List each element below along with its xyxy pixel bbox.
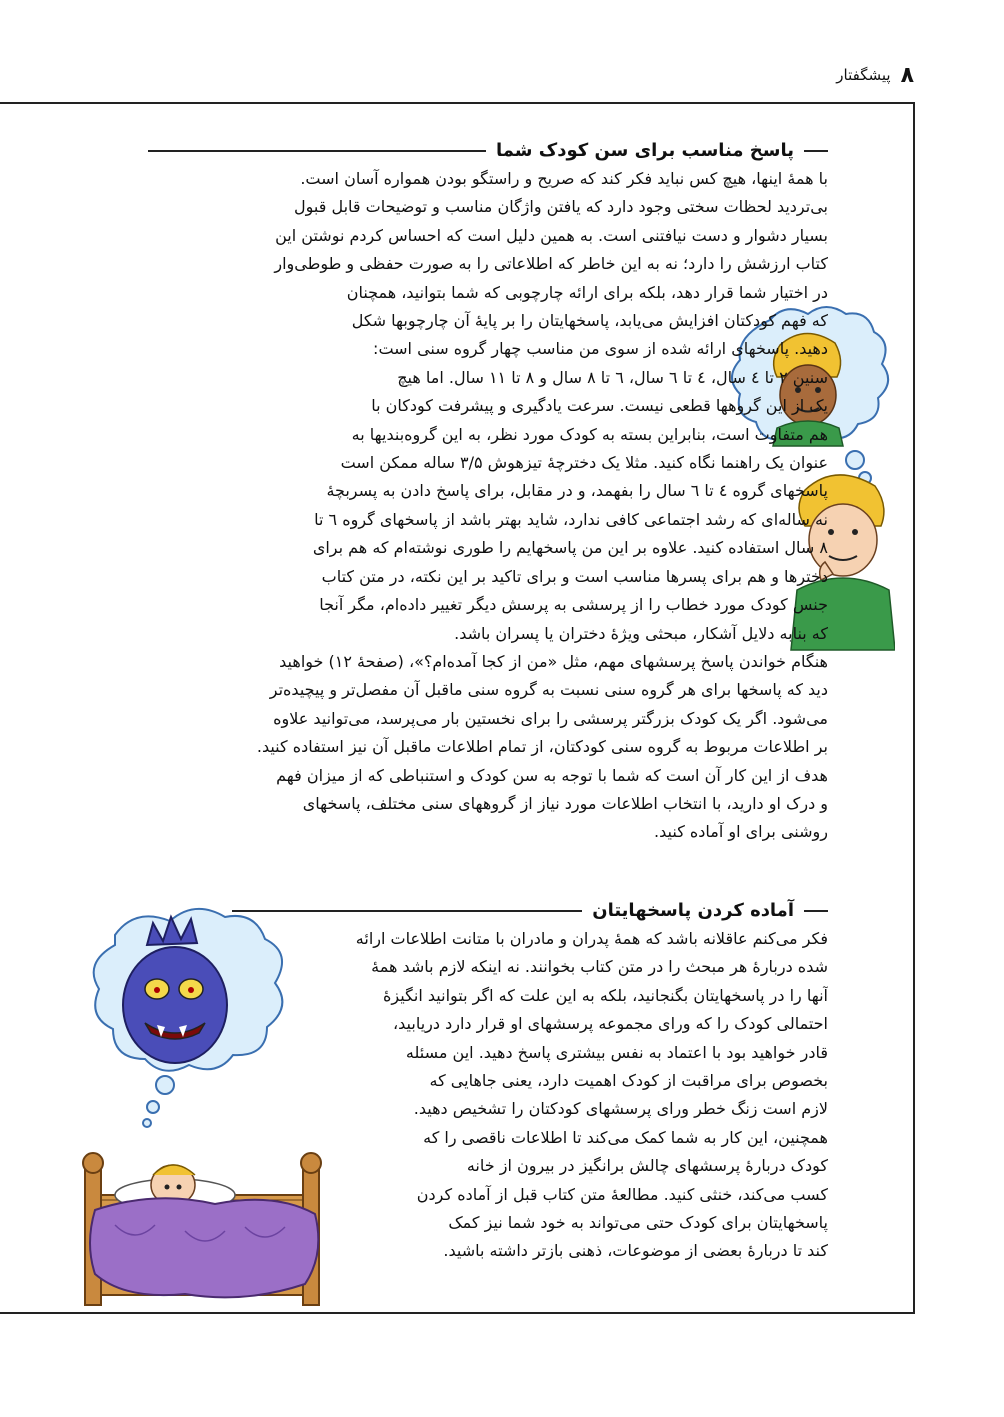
body-text-line: سنین ۲ تا ٤ سال، ٤ تا ٦ سال، ٦ تا ۸ سال و ۸ تا ۱۱ سال. اما هیچ <box>397 367 828 387</box>
heading-rule <box>804 150 828 152</box>
body-text-line: احتمالی کودک را که ورای مجموعه پرسشهای او قرار دارد دریابید، <box>392 1014 828 1034</box>
body-text-line: شده دربارهٔ هر مبحث را در متن کتاب بخوانند. نه اینکه لازم باشد همهٔ <box>371 957 828 977</box>
top-rule <box>0 102 915 104</box>
body-text-line: یک از این گروهها قطعی نیست. سرعت یادگیری و پیشرفت کودکان با <box>371 396 828 416</box>
section-heading-row <box>148 140 828 161</box>
body-text-line: نه ساله‌ای که رشد اجتماعی کافی ندارد، شاید بهتر باشد از پاسخهای گروه ٦ تا <box>314 509 828 529</box>
page-header <box>836 60 914 90</box>
body-text-line: آنها را در پاسخهایتان بگنجانید، بلکه به این علت که اگر بتوانید انگیزهٔ <box>383 985 828 1005</box>
section-heading: آماده کردن پاسخهایتان <box>592 900 794 921</box>
heading-rule <box>232 910 582 912</box>
body-text-line: همچنین، این کار به شما کمک می‌کند تا اطلاعات ناقصی را که <box>423 1127 828 1147</box>
body-text-line: روشنی برای او آماده کنید. <box>654 822 828 842</box>
body-text-line: که فهم کودکتان افزایش می‌یابد، پاسخهایتان را بر پایهٔ آن چارچوبها شکل <box>351 311 828 331</box>
body-text-line: بر اطلاعات مربوط به گروه سنی کودکتان، از تمام اطلاعات ماقبل آن نیز استفاده کنید. <box>256 737 828 757</box>
body-text-line: می‌شود. اگر یک کودک بزرگتر پرسشی را برای نخستین بار می‌پرسد، می‌توانید علاوه <box>273 708 828 728</box>
body-text-line: دید که پاسخها برای هر گروه سنی نسبت به گروه سنی ماقبل آن مفصل‌تر و پیچیده‌تر <box>269 680 828 700</box>
body-text-line: قادر خواهید بود با اعتماد به نفس بیشتری پاسخ دهید. این مسئله <box>405 1042 828 1062</box>
section-heading: پاسخ مناسب برای سن کودک شما <box>495 140 794 161</box>
body-text-line: بی‌تردید لحظات سختی وجود دارد که یافتن واژگان مناسب و توضیحات قابل قبول <box>294 197 828 217</box>
bottom-rule <box>0 1312 915 1314</box>
section-preparing-answers <box>232 900 828 1266</box>
body-text-line: پاسخهای گروه ٤ تا ٦ سال را بفهمد، و در مقابل، برای پاسخ دادن به پسربچهٔ <box>326 481 828 501</box>
body-text-line: عنوان یک راهنما نگاه کنید. مثلا یک دخترچهٔ تیزهوش ۳/۵ ساله ممکن است <box>340 453 828 473</box>
body-text-line: فکر می‌کنم عاقلانه باشد که همهٔ پدران و مادران با متانت اطلاعات ارائه <box>355 929 828 948</box>
body-text-line: کتاب ارزشش را دارد؛ نه به این خاطر که اطلاعاتی را به صورت حفظی و طوطی‌وار <box>274 254 828 274</box>
section-appropriate-answer <box>148 140 828 847</box>
body-text-line: و درک او دارید، با انتخاب اطلاعات مورد نیاز از گروههای سنی مختلف، پاسخهای <box>302 793 828 813</box>
body-text-line: پاسخهایتان برای کودک حتی می‌تواند به خود شما نیز کمک <box>448 1213 828 1233</box>
heading-rule <box>804 910 828 912</box>
body-text-line: ۸ سال استفاده کنید. علاوه بر این من پاسخهایم را طوری نوشته‌ام که هم برای <box>312 538 828 558</box>
body-text-line: لازم است زنگ خطر ورای پرسشهای کودکتان را تشخیص دهید. <box>413 1099 828 1119</box>
right-border-rule <box>913 102 915 1314</box>
body-text-line: هم متفاوت است، بنابراین بسته به کودک مورد نظر، به این گروه‌بندیها به <box>351 424 828 444</box>
running-head: پیشگفتار <box>836 66 891 84</box>
body-text-line: بسیار دشوار و دست نیافتنی است. به همین دلیل است که احساس کردم نوشتن این <box>275 225 828 245</box>
section-heading-row <box>232 900 828 921</box>
body-text-line: دخترها و هم برای پسرها مناسب است و برای تاکید بر این نکته، در متن کتاب <box>321 566 828 586</box>
body-text-line: کسب می‌کند، خنثی کنید. مطالعهٔ متن کتاب قبل از آماده کردن <box>416 1184 828 1204</box>
body-text-line: بخصوص برای مراقبت از کودک اهمیت دارد، یعنی جاهایی که <box>429 1071 828 1091</box>
body-text-line: هدف از این کار آن است که شما با توجه به سن کودک و استنباطی که از میزان فهم <box>276 765 828 785</box>
heading-rule <box>148 150 486 152</box>
body-text-line: هنگام خواندن پاسخ پرسشهای مهم، مثل «من از کجا آمده‌ام؟»، (صفحهٔ ۱۲) خواهید <box>279 651 828 671</box>
body-text-line: دهید. پاسخهای ارائه شده از سوی من مناسب چهار گروه سنی است: <box>373 339 828 359</box>
body-text-line: که بنابه دلایل آشکار، مبحثی ویژهٔ دختران یا پسران باشد. <box>454 623 828 643</box>
body-text-line: با همهٔ اینها، هیچ کس نباید فکر کند که صریح و راستگو بودن همواره آسان است. <box>300 169 828 188</box>
body-text-line: جنس کودک مورد خطاب را از پرسشی به پرسش دیگر تغییر داده‌ام، مگر آنجا <box>319 595 828 615</box>
body-text-line: کند تا دربارهٔ بعضی از موضوعات، ذهنی بازتر داشته باشید. <box>443 1241 828 1261</box>
body-text-line: کودک دربارهٔ پرسشهای چالش برانگیز در بیرون از خانه <box>466 1156 828 1176</box>
body-text-line: در اختیار شما قرار دهد، بلکه برای ارائه چارچوبی که شما بتوانید، همچنان <box>346 282 828 302</box>
page-number: ۸ <box>900 62 914 88</box>
